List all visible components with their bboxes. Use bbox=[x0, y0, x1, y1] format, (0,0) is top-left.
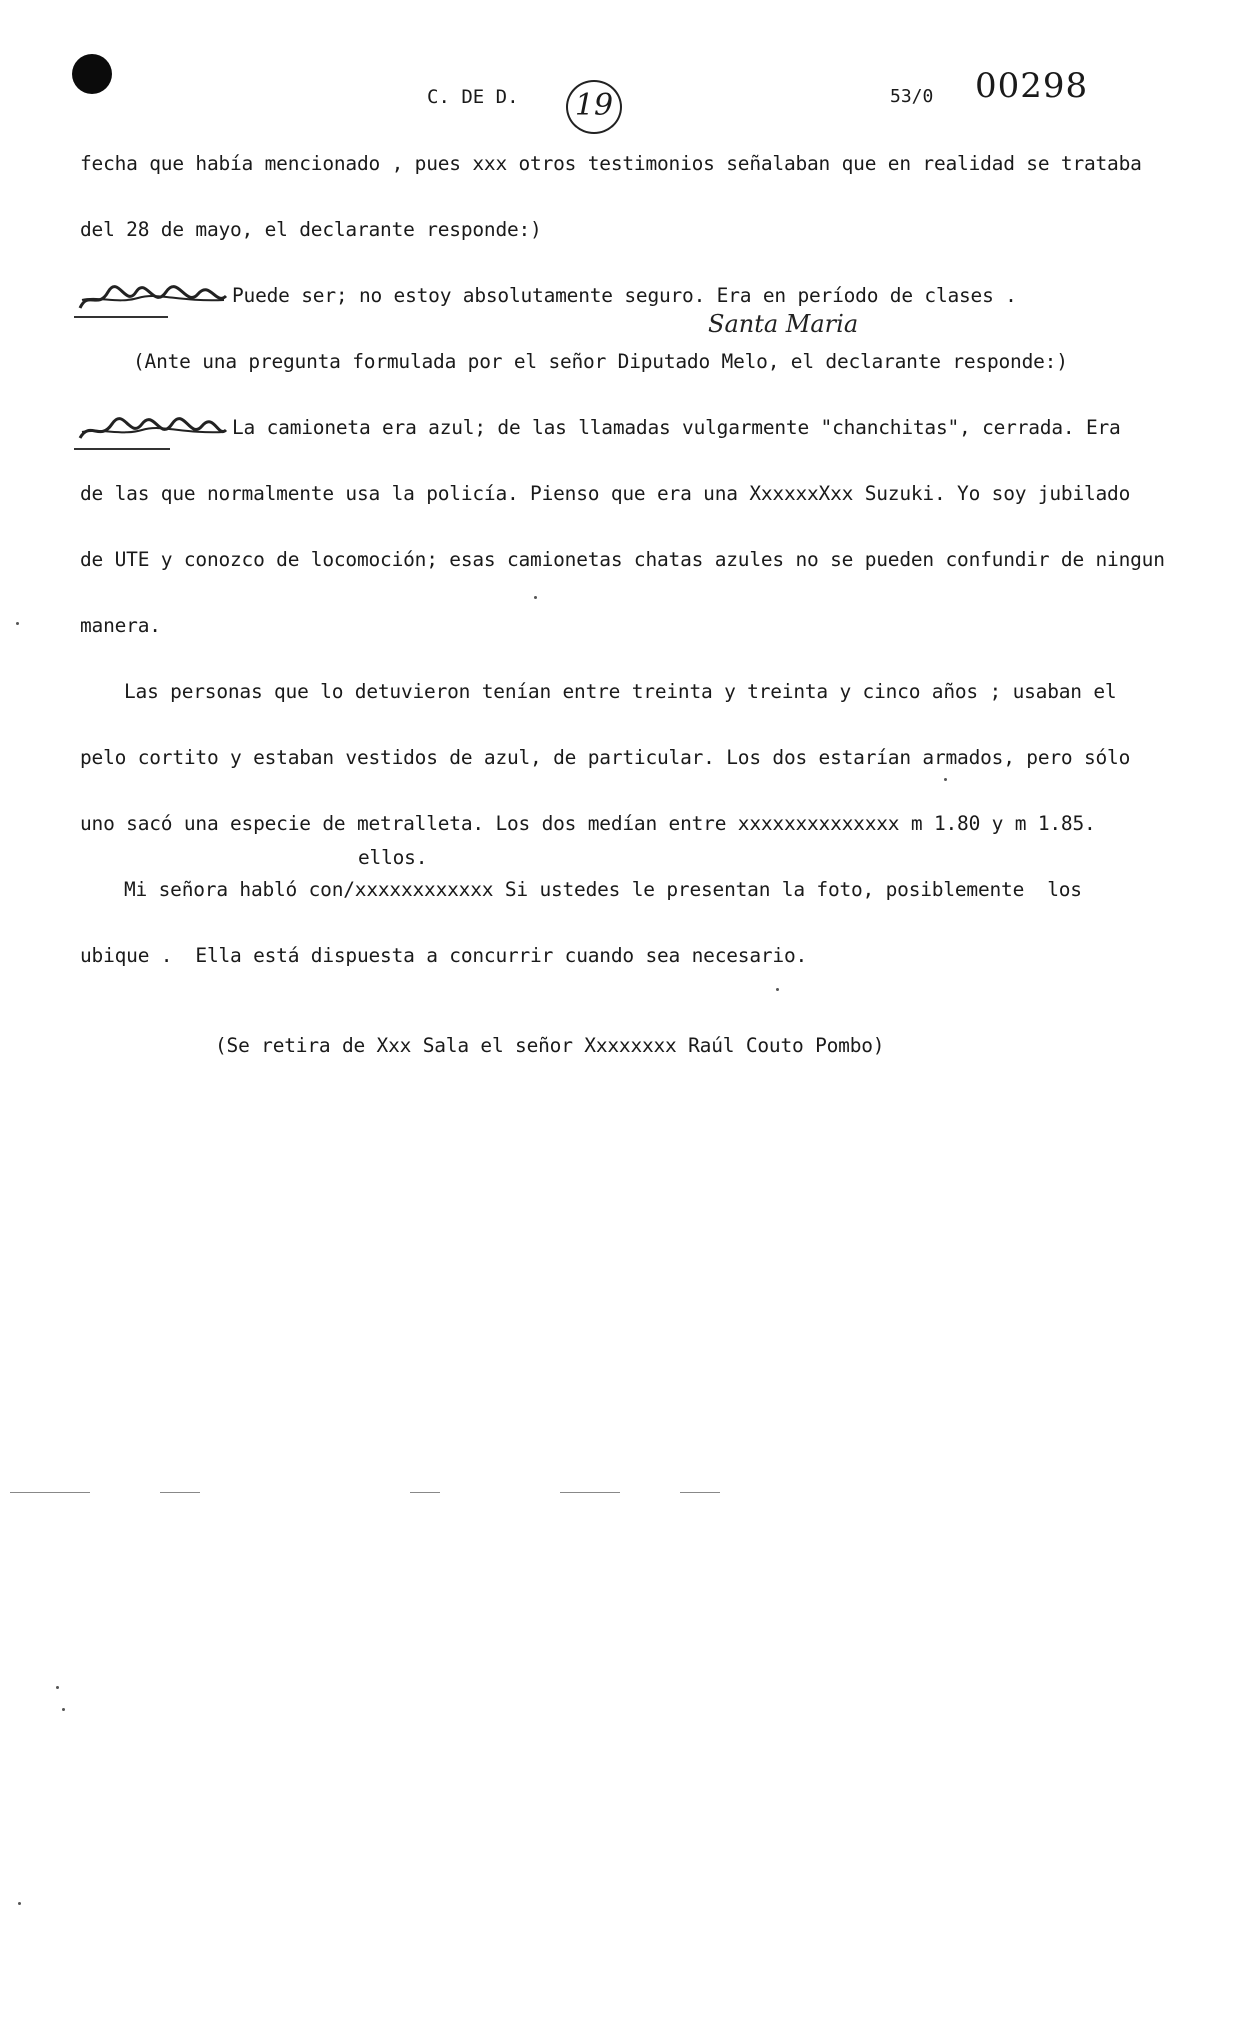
speaker-underline-1 bbox=[74, 316, 168, 318]
body-line-5: La camioneta era azul; de las llamadas vulgarmente "chanchitas", cerrada. Era bbox=[232, 416, 1121, 439]
punch-hole bbox=[72, 54, 112, 94]
body-line-6: de las que normalmente usa la policía. Pienso que era una XxxxxxXxx Suzuki. Yo soy jubilado bbox=[80, 482, 1131, 505]
speaker-scribble-2 bbox=[78, 414, 228, 448]
body-line-8: manera. bbox=[80, 614, 161, 637]
body-line-2: del 28 de mayo, el declarante responde:) bbox=[80, 218, 542, 241]
handwritten-correction: Santa Maria bbox=[708, 310, 859, 338]
body-line-7: de UTE y conozco de locomoción; esas camionetas chatas azules no se pueden confundir de ningun bbox=[80, 548, 1165, 571]
scan-artifact-line bbox=[10, 1492, 90, 1493]
scan-speck bbox=[62, 1708, 65, 1711]
circled-page-number: 19 bbox=[566, 80, 622, 134]
header-left: C. DE D. bbox=[427, 86, 519, 108]
scan-speck bbox=[776, 988, 779, 991]
body-line-10: pelo cortito y estaban vestidos de azul, de particular. Los dos estarían armados, pero sólo bbox=[80, 746, 1131, 769]
body-line-12: Mi señora habló con/xxxxxxxxxxxx Si ustedes le presentan la foto, posiblemente los bbox=[124, 878, 1082, 901]
scan-artifact-line bbox=[410, 1492, 440, 1493]
speaker-underline-2 bbox=[74, 448, 170, 450]
scan-speck bbox=[56, 1686, 59, 1689]
scan-speck bbox=[944, 778, 947, 781]
body-line-3: Puede ser; no estoy absolutamente seguro. Era en período de clases . bbox=[232, 284, 1017, 307]
scan-artifact-line bbox=[560, 1492, 620, 1493]
body-line-1: fecha que había mencionado , pues xxx otros testimonios señalaban que en realidad se trataba bbox=[80, 152, 1142, 175]
body-line-13: ubique . Ella está dispuesta a concurrir cuando sea necesario. bbox=[80, 944, 808, 967]
scan-speck bbox=[16, 622, 19, 625]
folio-prefix: 53/0 bbox=[890, 86, 934, 107]
scan-artifact-line bbox=[680, 1492, 720, 1493]
scan-artifact-line bbox=[160, 1492, 200, 1493]
speaker-scribble-1 bbox=[78, 282, 228, 316]
body-insertion: ellos. bbox=[358, 846, 428, 869]
folio-stamp: 00298 bbox=[975, 66, 1089, 106]
body-line-11: uno sacó una especie de metralleta. Los dos medían entre xxxxxxxxxxxxxx m 1.80 y m 1.85. bbox=[80, 812, 1096, 835]
scan-speck bbox=[534, 596, 537, 599]
body-line-4: (Ante una pregunta formulada por el señor Diputado Melo, el declarante responde:) bbox=[133, 350, 1068, 373]
scan-speck bbox=[18, 1902, 21, 1905]
closing-note: (Se retira de Xxx Sala el señor Xxxxxxxx Raúl Couto Pombo) bbox=[215, 1034, 885, 1057]
body-line-9: Las personas que lo detuvieron tenían entre treinta y treinta y cinco años ; usaban el bbox=[124, 680, 1117, 703]
